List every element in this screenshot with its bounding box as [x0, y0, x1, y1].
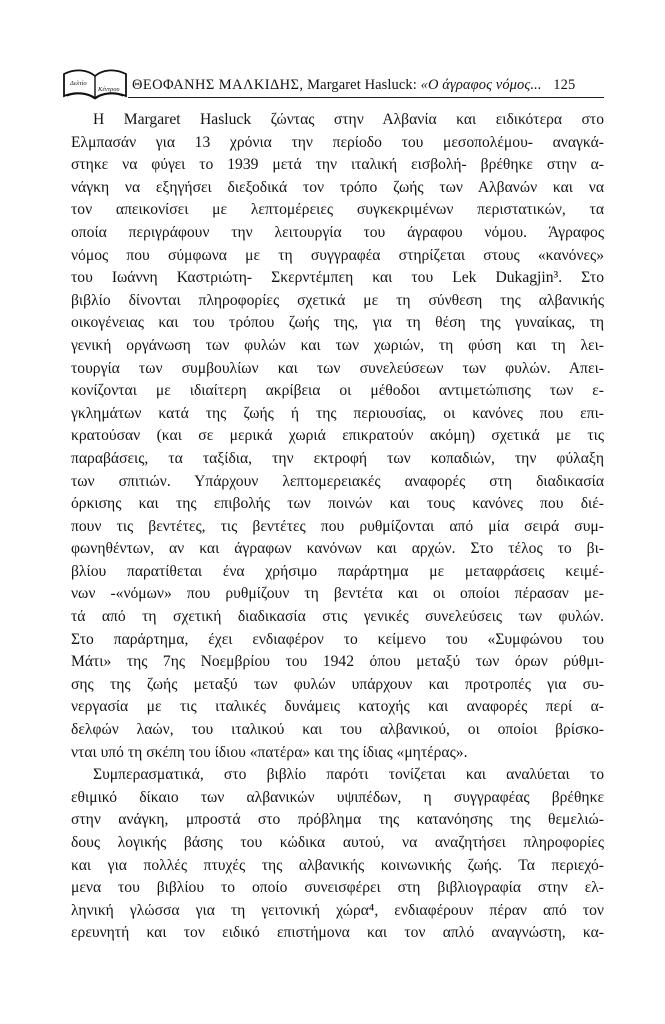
text-line: Ελμπασάν για 13 χρόνια την περίοδο του μεσοπολέμου- αναγκά-: [71, 133, 604, 151]
text-line: δους λογικής βάσης του κώδικα αυτού, να αναζητήσει πληροφορίες: [71, 834, 604, 851]
text-line: οικογένειας και του τρόπου ζωής της, για τη θέση της γυναίκας, τη: [71, 314, 604, 332]
text-line: νόμος που σύμφωνα με τη συγγραφέα στηρίζεται στους «κανόνες»: [71, 246, 604, 264]
text-line: Συμπερασματικά, στο βιβλίο παρότι τονίζεται και αναλύεται το: [93, 766, 604, 784]
text-line: των σπιτιών. Υπάρχουν λεπτομερειακές αναφορές στη διαδικασία: [71, 472, 604, 490]
text-line: κονίζονται με ιδιαίτερη ακρίβεια οι μέθοδοι αντιμετώπισης των ε-: [71, 382, 604, 400]
text-line: βλίου παρατίθεται ένα χρήσιμο παράρτημα με μεταφράσεις κειμέ-: [71, 562, 604, 580]
text-line: Η Margaret Hasluck ζώντας στην Αλβανία και ειδικότερα στο: [93, 111, 604, 128]
text-line: πουν τις βεντέτες, τις βεντέτες που ρυθμίζονται από μία σειρά συμ-: [71, 517, 604, 535]
header-work-title: «Ο άγραφος νόμος...: [420, 77, 542, 93]
text-line: κρατούσαν (και σε μερικά χωριά επικρατούν ακόμη) σχετικά με τις: [71, 427, 604, 445]
text-line: παραβάσεις, τα ταξίδια, την εκτροφή των κοπαδιών, την φύλαξη: [71, 449, 604, 467]
text-line: Μάτι» της 7ης Νοεμβρίου του 1942 όπου μεταξύ των όρων ρύθμι-: [71, 653, 604, 671]
text-line: νάγκη να εξηγήσει διεξοδικά τον τρόπο ζωής των Αλβανών και να: [71, 178, 604, 196]
text-line: νται υπό τη σκέπη του ίδιου «πατέρα» και της ίδιας «μητέρας».: [71, 743, 468, 761]
text-line: σης της ζωής μεταξύ των φυλών υπάρχουν και προτροπές για συ-: [71, 675, 604, 693]
text-line: ερευνητή και τον ειδικό επιστήμονα και τον απλό αναγνώστη, κα-: [71, 924, 604, 942]
running-header: [62, 66, 604, 100]
text-line: του Ιωάννη Καστριώτη- Σκερντέμπεη και του Lek Dukagjin³. Στο: [71, 269, 604, 287]
text-line: Στο παράρτημα, έχει ενδιαφέρον το κείμενο του «Συμφώνου του: [71, 630, 604, 648]
text-line: τον απεικονίσει με λεπτομέρειες συγκεκριμένων περιστατικών, τα: [71, 201, 604, 219]
text-line: τά από τη σχετική διαδικασία στις γενικές συνελεύσεις των φυλών.: [71, 608, 604, 626]
text-line: νεργασία με τις ιταλικές δυνάμεις κατοχής και αναφορές περί α-: [71, 698, 604, 716]
body-text: [71, 109, 604, 945]
text-line: και για πολλές πτυχές της αλβανικής κοινωνικής ζωής. Τα περιεχό-: [71, 856, 604, 874]
book-logo-icon: [62, 66, 128, 100]
header-author: ΘΕΟΦΑΝΗΣ ΜΑΛΚΙΔΗΣ,: [132, 77, 304, 93]
svg-text:Κέντρου: Κέντρου: [98, 86, 120, 93]
text-line: νων -«νόμων» που ρυθμίζουν τη βεντέτα και οι οποίοι πέρασαν με-: [71, 585, 604, 603]
text-line: δελφών λαών, του ιταλικού και του αλβανικού, οι οποίοι βρίσκο-: [71, 721, 604, 739]
text-line: φωνηθέντων, αν και άγραφων κανόνων και αρχών. Στο τέλος το βι-: [71, 540, 604, 558]
text-line: οποία περιγράφουν την λειτουργία του άγραφου νόμου. Άγραφος: [71, 223, 604, 241]
svg-text:Δελτίο: Δελτίο: [70, 80, 87, 87]
text-line: όρκισης και της επιβολής των ποινών και τους κανόνες που διέ-: [71, 495, 604, 513]
header-subject: Margaret Hasluck:: [307, 77, 417, 93]
text-line: γενική οργάνωση των φυλών και των χωριών, τη φύση και τη λει-: [71, 336, 604, 354]
text-line: εθιμικό δίκαιο των αλβανικών υψιπέδων, η συγγραφέας βρέθηκε: [71, 788, 604, 806]
page-number: 125: [553, 77, 576, 93]
text-line: βιβλίο δίνονται πληροφορίες σχετικά με τη σύνθεση της αλβανικής: [71, 291, 604, 309]
text-line: μενα του βιβλίου το οποίο συνεισφέρει στη βιβλιογραφία στην ελ-: [71, 879, 604, 897]
text-line: τουργία των συμβουλίων και των συνελεύσεων των φυλών. Απει-: [71, 359, 604, 377]
text-line: στηκε να φύγει το 1939 μετά την ιταλική εισβολή- βρέθηκε στην α-: [71, 156, 604, 174]
header-text: [132, 77, 604, 94]
header-rule: [128, 97, 604, 98]
text-line: στην ανάγκη, μπροστά στο πρόβλημα της κατανόησης της θεμελιώ-: [71, 811, 604, 829]
journal-logo: [62, 66, 128, 100]
text-line: γκλημάτων κατά της ζωής ή της περιουσίας, οι κανόνες που επι-: [71, 404, 604, 422]
text-line: ληνική γλώσσα για τη γειτονική χώρα⁴, ενδιαφέρουν πέραν από τον: [71, 901, 604, 919]
